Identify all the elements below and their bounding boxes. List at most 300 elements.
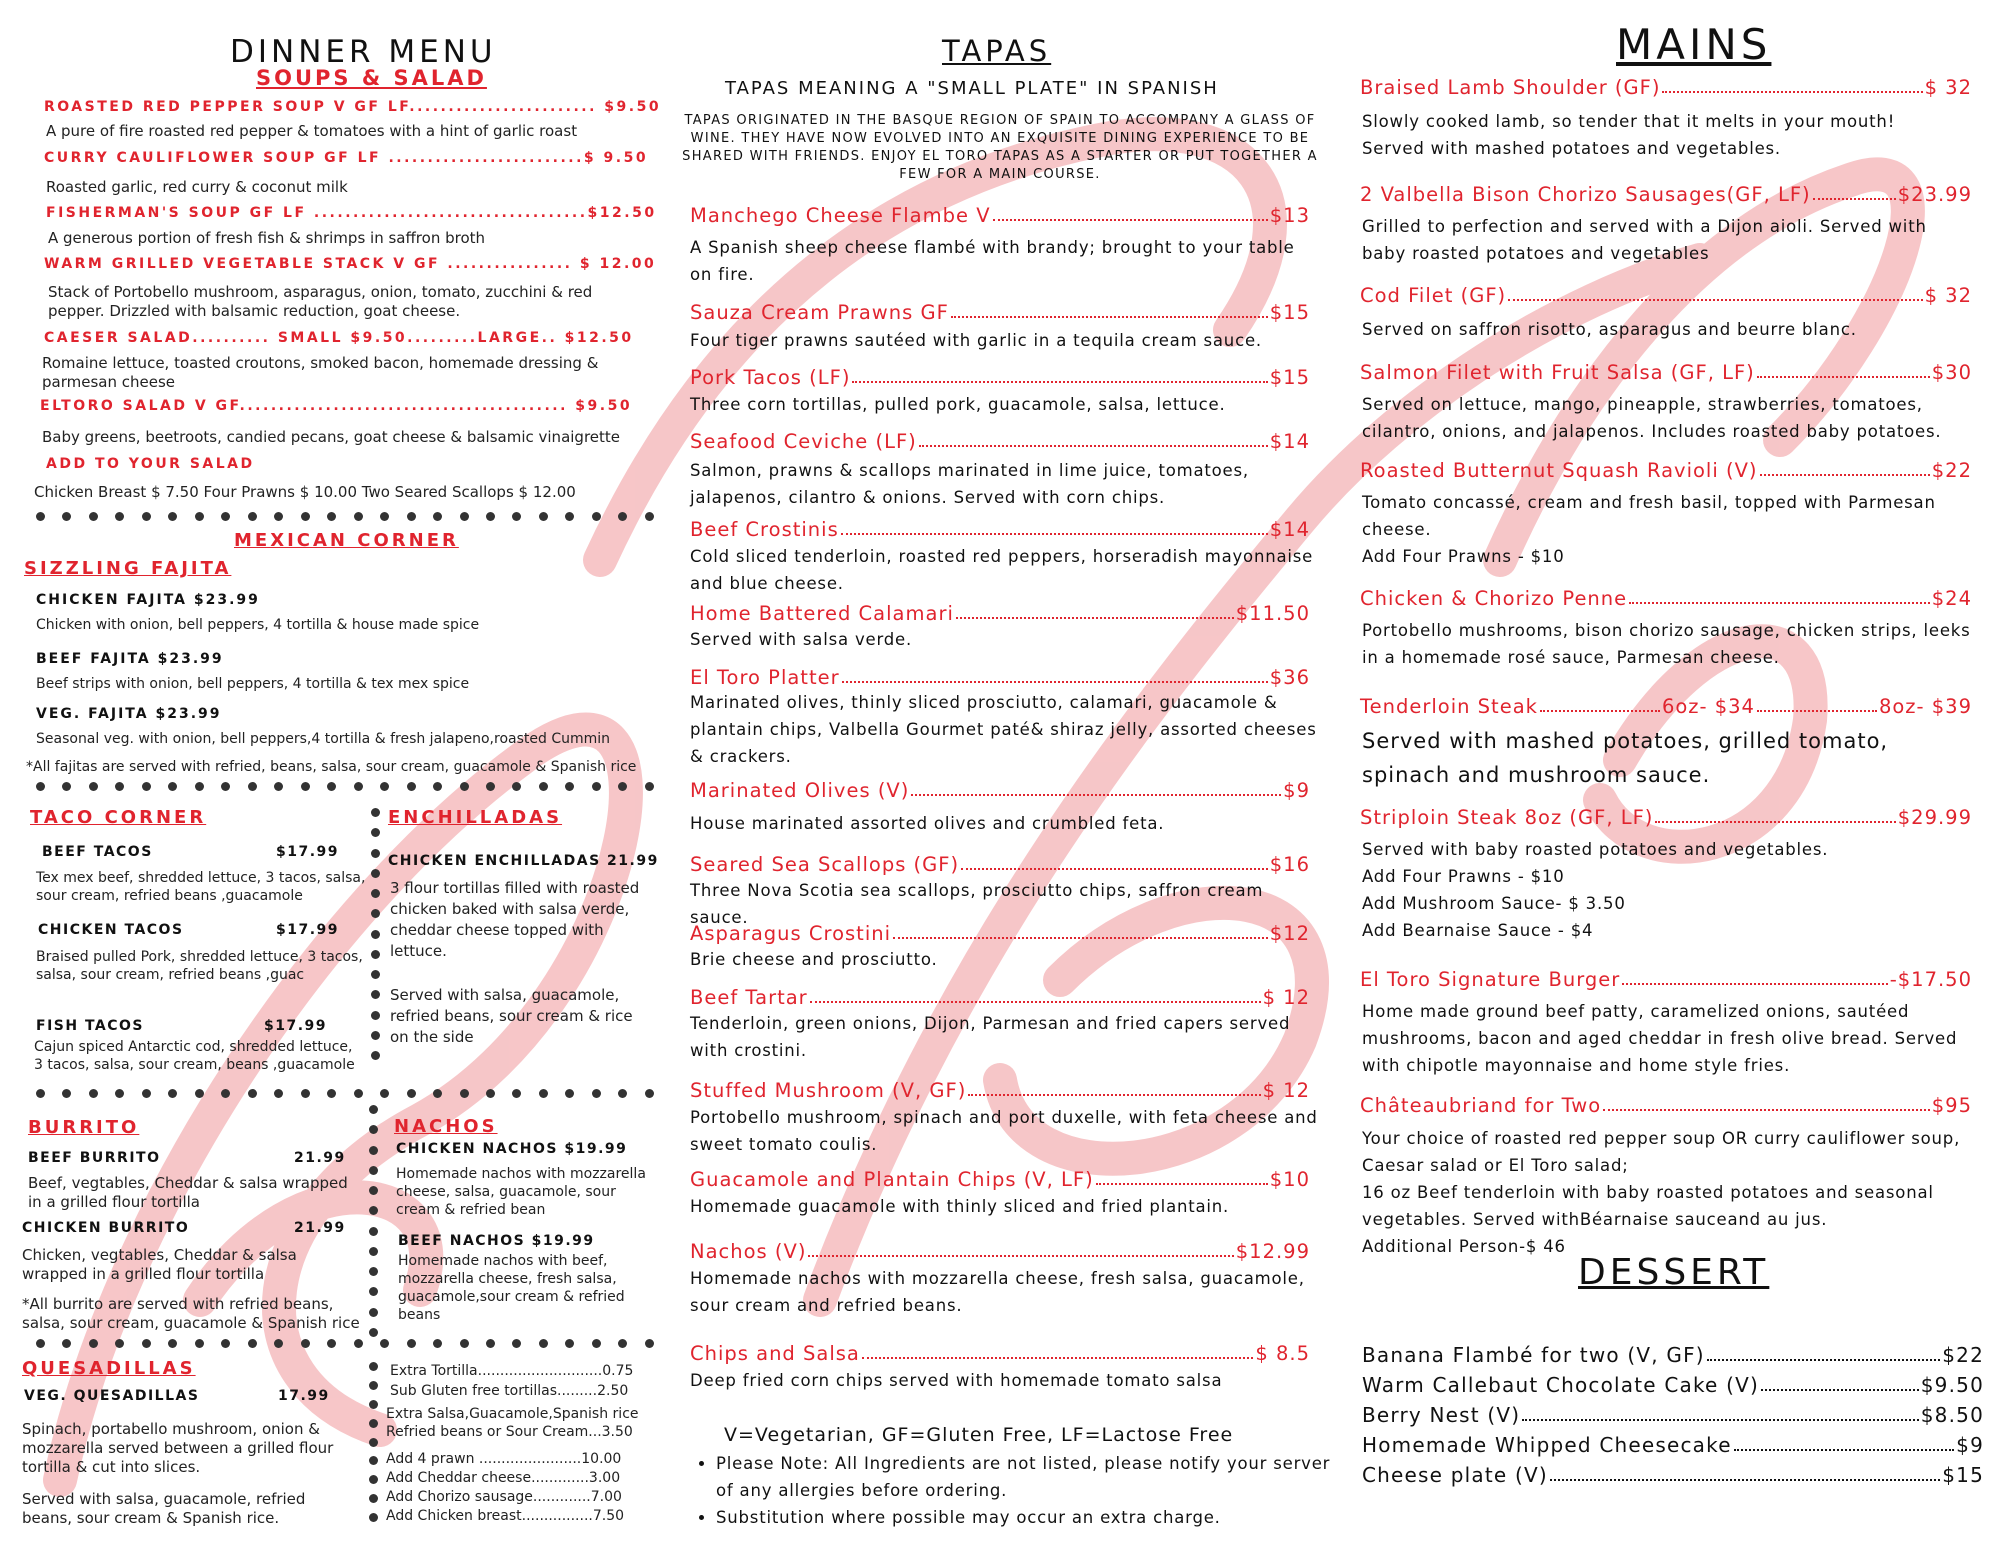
tapas-item-price: $9 xyxy=(1283,779,1310,802)
fajita-desc: Seasonal veg. with onion, bell peppers,4 tortilla & fresh jalapeno,roasted Cummin xyxy=(36,731,611,747)
dessert-item-name: Berry Nest (V) xyxy=(1362,1403,1521,1427)
divider-dot xyxy=(565,782,574,791)
dot-leader xyxy=(842,666,1268,683)
divider-dot xyxy=(512,782,521,791)
fajita-item: CHICKEN FAJITA $23.99 xyxy=(36,592,260,608)
taco-item: CHICKEN TACOS xyxy=(38,922,184,938)
mains-item xyxy=(1360,361,1972,384)
soup-desc: A pure of fire roasted red pepper & tomatoes with a hint of garlic roast xyxy=(46,122,578,140)
dessert-item-name: Banana Flambé for two (V, GF) xyxy=(1362,1343,1705,1367)
divider-dot xyxy=(371,889,380,898)
dot-leader xyxy=(1622,968,1887,985)
divider-dot xyxy=(369,1105,378,1114)
mains-item xyxy=(1360,968,1972,991)
dessert-item-price: $9 xyxy=(1956,1433,1984,1457)
mains-item-desc: Home made ground beef patty, caramelized onions, sautéed mushrooms, bacon and aged cheddar in fresh olive bread. Served with chipotle mayonnaise and home style fries. xyxy=(1362,1002,1958,1075)
tapas-item xyxy=(690,602,1310,625)
mains-item-name: Châteaubriand for Two xyxy=(1360,1094,1602,1117)
divider-dot xyxy=(369,1513,378,1522)
divider-dot xyxy=(36,512,45,521)
divider-dot xyxy=(592,1089,601,1098)
divider-dot xyxy=(115,512,124,521)
dot-leader xyxy=(808,1240,1233,1257)
divider-dot xyxy=(371,970,380,979)
dot-divider xyxy=(36,1336,654,1350)
vertical-dot-divider xyxy=(368,1362,378,1522)
soups-salad-heading: SOUPS & SALAD xyxy=(256,66,487,90)
divider-dot xyxy=(369,1125,378,1134)
mains-item-name: Roasted Butternut Squash Ravioli (V) xyxy=(1360,459,1758,482)
divider-dot xyxy=(645,1339,654,1348)
salad-item: ELTORO SALAD V GF.......................................... $9.50 xyxy=(40,398,633,414)
divider-dot xyxy=(36,782,45,791)
mains-item-price: $ 32 xyxy=(1924,76,1972,99)
dot-leader xyxy=(919,430,1268,447)
dessert-item-price: $9.50 xyxy=(1920,1373,1984,1397)
divider-dot xyxy=(371,849,380,858)
tapas-item-name: Chips and Salsa xyxy=(690,1342,860,1365)
mains-item-name: Cod Filet (GF) xyxy=(1360,284,1507,307)
divider-dot xyxy=(512,512,521,521)
divider-dot xyxy=(36,1339,45,1348)
divider-dot xyxy=(301,782,310,791)
tapas-item-desc: Three Nova Scotia sea scallops, prosciutto chips, saffron cream sauce. xyxy=(690,881,1264,927)
mains-item-desc: Portobello mushrooms, bison chorizo sausage, chicken strips, leeks in a homemade rosé sauce, Parmesan cheese. xyxy=(1362,621,1971,667)
divider-dot xyxy=(142,1089,151,1098)
divider-dot xyxy=(369,1419,378,1428)
addon-line: Extra Tortilla............................0.75 xyxy=(390,1363,634,1379)
dot-leader xyxy=(862,1342,1254,1359)
divider-dot xyxy=(371,828,380,837)
tapas-item xyxy=(690,204,1310,227)
enchilada-desc: 3 flour tortillas filled with roasted chicken baked with salsa verde, cheddar cheese topped with lettuce. xyxy=(390,879,640,960)
dot-leader xyxy=(893,922,1268,939)
add-to-salad-heading: ADD TO YOUR SALAD xyxy=(46,456,255,472)
tapas-item-price: $16 xyxy=(1269,853,1310,876)
divider-dot xyxy=(62,782,71,791)
mains-item-name: Chicken & Chorizo Penne xyxy=(1360,587,1628,610)
dot-leader xyxy=(1813,183,1896,200)
enchiladas-heading: ENCHILLADAS xyxy=(388,807,563,828)
dot-divider xyxy=(36,509,654,523)
mains-item xyxy=(1360,76,1972,99)
tapas-item-price: $14 xyxy=(1269,518,1310,541)
divider-dot xyxy=(407,1339,416,1348)
dot-leader xyxy=(1603,1094,1930,1111)
burrito-price: 21.99 xyxy=(294,1220,346,1236)
mains-item-desc: Served on lettuce, mango, pineapple, strawberries, tomatoes, cilantro, onions, and jalapenos. Includes roasted baby potatoes. xyxy=(1362,395,1942,441)
enchilada-served: Served with salsa, guacamole, refried beans, sour cream & rice on the side xyxy=(390,986,633,1046)
divider-dot xyxy=(248,1339,257,1348)
dessert-item xyxy=(1362,1343,1984,1367)
tapas-item-desc: A Spanish sheep cheese flambé with brandy; brought to your table on fire. xyxy=(690,238,1295,284)
mains-item-name: Salmon Filet with Fruit Salsa (GF, LF) xyxy=(1360,361,1755,384)
divider-dot xyxy=(433,512,442,521)
tapas-item xyxy=(690,1079,1310,1102)
mains-item-desc: Served with mashed potatoes, grilled tomato, spinach and mushroom sauce. xyxy=(1362,729,1889,787)
mains-item xyxy=(1360,587,1972,610)
divider-dot xyxy=(221,512,230,521)
mexican-corner-heading: MEXICAN CORNER xyxy=(234,530,459,551)
addon-line: Add Cheddar cheese.............3.00 xyxy=(386,1470,621,1486)
fajita-item: BEEF FAJITA $23.99 xyxy=(36,651,224,667)
tapas-item-name: Manchego Cheese Flambe V xyxy=(690,204,991,227)
divider-dot xyxy=(371,808,380,817)
divider-dot xyxy=(486,1089,495,1098)
taco-desc: Tex mex beef, shredded lettuce, 3 tacos, salsa, sour cream, refried beans ,guacamole xyxy=(36,870,366,904)
mains-item-desc: Served with baby roasted potatoes and vegetables. Add Four Prawns - $10 Add Mushroom Sauce- $ 3.50 Add Bearnaise Sauce - $4 xyxy=(1362,840,1829,940)
divider-dot xyxy=(115,1339,124,1348)
tapas-item-price: $12 xyxy=(1269,922,1310,945)
dot-leader xyxy=(1757,361,1930,378)
divider-dot xyxy=(460,1089,469,1098)
burrito-price: 21.99 xyxy=(294,1150,346,1166)
tapas-item xyxy=(690,1240,1310,1263)
taco-item: BEEF TACOS xyxy=(42,844,153,860)
add-to-salad-line: Chicken Breast $ 7.50 Four Prawns $ 10.00 Two Seared Scallops $ 12.00 xyxy=(34,483,576,501)
quesadilla-item: VEG. QUESADILLAS xyxy=(24,1388,200,1404)
addon-line: Refried beans or Sour Cream...3.50 xyxy=(386,1424,633,1440)
tapas-item-name: Home Battered Calamari xyxy=(690,602,954,625)
fajita-item: VEG. FAJITA $23.99 xyxy=(36,706,222,722)
dessert-item-price: $8.50 xyxy=(1920,1403,1984,1427)
divider-dot xyxy=(248,1089,257,1098)
salad-desc: Romaine lettuce, toasted croutons, smoked bacon, homemade dressing & parmesan cheese xyxy=(42,354,599,391)
divider-dot xyxy=(369,1247,378,1256)
dot-leader xyxy=(951,301,1268,318)
divider-dot xyxy=(369,1206,378,1215)
tapas-item-price: $ 12 xyxy=(1262,986,1310,1009)
mains-item-price: $23.99 xyxy=(1897,183,1972,206)
salad-item: CAESER SALAD.......... SMALL $9.50.........LARGE.. $12.50 xyxy=(44,330,634,346)
divider-dot xyxy=(371,1051,380,1060)
divider-dot xyxy=(369,1438,378,1447)
divider-dot xyxy=(89,1339,98,1348)
dot-leader xyxy=(1550,1463,1940,1481)
divider-dot xyxy=(168,1089,177,1098)
tapas-item-name: Guacamole and Plantain Chips (V, LF) xyxy=(690,1168,1094,1191)
taco-price: $17.99 xyxy=(276,922,340,938)
tapas-item-desc: Salmon, prawns & scallops marinated in lime juice, tomatoes, jalapenos, cilantro & onions. Served with corn chips. xyxy=(690,461,1249,507)
tapas-item-price: $12.99 xyxy=(1235,1240,1310,1263)
tapas-item xyxy=(690,430,1310,453)
dot-leader xyxy=(1757,695,1877,712)
divider-dot xyxy=(168,512,177,521)
divider-dot xyxy=(274,1339,283,1348)
divider-dot xyxy=(354,782,363,791)
nachos-desc: Homemade nachos with beef, mozzarella cheese, fresh salsa, guacamole,sour cream & refried beans xyxy=(398,1253,625,1323)
mains-item xyxy=(1360,695,1972,718)
divider-dot xyxy=(369,1166,378,1175)
divider-dot xyxy=(380,782,389,791)
fajita-note: *All fajitas are served with refried, beans, salsa, sour cream, guacamole & Spanish rice xyxy=(26,759,637,775)
dot-leader xyxy=(1540,695,1660,712)
dot-leader xyxy=(968,1079,1260,1096)
divider-dot xyxy=(89,1089,98,1098)
divider-dot xyxy=(460,782,469,791)
divider-dot xyxy=(565,1339,574,1348)
dessert-item-name: Cheese plate (V) xyxy=(1362,1463,1548,1487)
divider-dot xyxy=(645,1089,654,1098)
tapas-item-price: $10 xyxy=(1269,1168,1310,1191)
dot-leader xyxy=(1761,1373,1919,1391)
mains-item-desc: Slowly cooked lamb, so tender that it melts in your mouth! Served with mashed potatoes and vegetables. xyxy=(1362,112,1896,158)
divider-dot xyxy=(407,512,416,521)
vertical-dot-divider xyxy=(368,1105,378,1337)
dot-leader xyxy=(1760,459,1930,476)
tapas-item-desc: Tenderloin, green onions, Dijon, Parmesan and fried capers served with crostini. xyxy=(690,1014,1291,1060)
divider-dot xyxy=(539,782,548,791)
dot-leader xyxy=(1707,1343,1940,1361)
quesadilla-desc: Spinach, portabello mushroom, onion & mozzarella served between a grilled flour tortilla & cut into slices. xyxy=(22,1420,334,1476)
tapas-item-name: Seafood Ceviche (LF) xyxy=(690,430,917,453)
addon-line: Sub Gluten free tortillas.........2.50 xyxy=(390,1383,629,1399)
mains-item-name: Braised Lamb Shoulder (GF) xyxy=(1360,76,1661,99)
divider-dot xyxy=(371,909,380,918)
taco-desc: Cajun spiced Antarctic cod, shredded lettuce, 3 tacos, salsa, sour cream, beans ,guacamole xyxy=(34,1039,355,1073)
tapas-item-name: Nachos (V) xyxy=(690,1240,807,1263)
dot-leader xyxy=(1508,284,1922,301)
divider-dot xyxy=(539,1339,548,1348)
tapas-item xyxy=(690,1168,1310,1191)
dot-leader xyxy=(1629,587,1930,604)
nachos-item: BEEF NACHOS $19.99 xyxy=(398,1233,595,1249)
divider-dot xyxy=(274,512,283,521)
tapas-item-price: $14 xyxy=(1269,430,1310,453)
tapas-item-desc: House marinated assorted olives and crumbled feta. xyxy=(690,814,1165,833)
divider-dot xyxy=(618,1339,627,1348)
divider-dot xyxy=(115,1089,124,1098)
mains-item-desc: Grilled to perfection and served with a Dijon aioli. Served with baby roasted potatoes and vegetables xyxy=(1362,217,1927,263)
allergy-notes xyxy=(688,1450,1336,1531)
vertical-dot-divider xyxy=(370,808,380,1060)
divider-dot xyxy=(36,1089,45,1098)
dinner-menu-title: DINNER MENU xyxy=(230,34,497,70)
divider-dot xyxy=(62,512,71,521)
soup-desc: Stack of Portobello mushroom, asparagus, onion, tomato, zucchini & red pepper. Drizzled with balsamic reduction, goat cheese. xyxy=(48,283,593,320)
tapas-item-desc: Deep fried corn chips served with homemade tomato salsa xyxy=(690,1371,1223,1390)
dot-leader xyxy=(1096,1168,1268,1185)
quesadilla-price: 17.99 xyxy=(278,1388,330,1404)
fajita-desc: Chicken with onion, bell peppers, 4 tortilla & house made spice xyxy=(36,617,480,633)
mains-item-price: 8oz- $39 xyxy=(1878,695,1972,718)
mains-item-name: 2 Valbella Bison Chorizo Sausages(GF, LF) xyxy=(1360,183,1811,206)
tapas-item-price: $13 xyxy=(1269,204,1310,227)
divider-dot xyxy=(327,782,336,791)
soup-desc: Roasted garlic, red curry & coconut milk xyxy=(46,178,348,196)
taco-corner-heading: TACO CORNER xyxy=(30,807,207,828)
divider-dot xyxy=(369,1308,378,1317)
divider-dot xyxy=(565,512,574,521)
divider-dot xyxy=(221,782,230,791)
divider-dot xyxy=(433,1089,442,1098)
dessert-item xyxy=(1362,1433,1984,1457)
enchilada-item: CHICKEN ENCHILLADAS 21.99 xyxy=(388,853,659,869)
divider-dot xyxy=(512,1339,521,1348)
mains-item-mid-price: 6oz- $34 xyxy=(1661,695,1755,718)
note-item: • Substitution where possible may occur an extra charge. xyxy=(716,1504,1336,1531)
mains-title: MAINS xyxy=(1616,20,1772,69)
mains-item-desc: Tomato concassé, cream and fresh basil, topped with Parmesan cheese. Add Four Prawns - $10 xyxy=(1362,493,1936,566)
nachos-desc: Homemade nachos with mozzarella cheese, salsa, guacamole, sour cream & refried bean xyxy=(396,1166,646,1218)
mains-item-price: $24 xyxy=(1931,587,1972,610)
divider-dot xyxy=(89,782,98,791)
divider-dot xyxy=(460,1339,469,1348)
salad-desc: Baby greens, beetroots, candied pecans, goat cheese & balsamic vinaigrette xyxy=(42,428,621,446)
dot-leader xyxy=(911,779,1281,796)
divider-dot xyxy=(301,1339,310,1348)
divider-dot xyxy=(369,1267,378,1276)
divider-dot xyxy=(371,990,380,999)
dot-leader xyxy=(841,518,1268,535)
dot-leader xyxy=(852,366,1267,383)
taco-price: $17.99 xyxy=(264,1018,328,1034)
addon-line: Add 4 prawn .......................10.00 xyxy=(386,1451,622,1467)
tapas-item-name: Beef Crostinis xyxy=(690,518,839,541)
divider-dot xyxy=(565,1089,574,1098)
divider-dot xyxy=(369,1287,378,1296)
divider-dot xyxy=(592,1339,601,1348)
tapas-item-name: Beef Tartar xyxy=(690,986,808,1009)
soup-desc: A generous portion of fresh fish & shrimps in saffron broth xyxy=(48,229,486,247)
tapas-item-name: Stuffed Mushroom (V, GF) xyxy=(690,1079,967,1102)
taco-price: $17.99 xyxy=(276,844,340,860)
addon-line: Add Chorizo sausage.............7.00 xyxy=(386,1489,622,1505)
divider-dot xyxy=(369,1475,378,1484)
soup-item: CURRY CAULIFLOWER SOUP GF LF .........................$ 9.50 xyxy=(44,150,649,166)
mains-item xyxy=(1360,1094,1972,1117)
divider-dot xyxy=(371,869,380,878)
divider-dot xyxy=(274,782,283,791)
dietary-legend: V=Vegetarian, GF=Gluten Free, LF=Lactose Free xyxy=(724,1424,1234,1446)
divider-dot xyxy=(221,1089,230,1098)
divider-dot xyxy=(221,1339,230,1348)
mains-item-desc: Served on saffron risotto, asparagus and beurre blanc. xyxy=(1362,320,1857,339)
divider-dot xyxy=(433,782,442,791)
mains-item-price: $ 32 xyxy=(1924,284,1972,307)
tapas-item-desc: Homemade nachos with mozzarella cheese, fresh salsa, guacamole, sour cream and refried beans. xyxy=(690,1269,1305,1315)
dessert-item-price: $15 xyxy=(1942,1463,1984,1487)
tapas-item-desc: Served with salsa verde. xyxy=(690,630,913,649)
burrito-desc: Beef, vegtables, Cheddar & salsa wrapped in a grilled flour tortilla xyxy=(28,1174,348,1211)
divider-dot xyxy=(195,782,204,791)
tapas-item-desc: Brie cheese and prosciutto. xyxy=(690,950,938,969)
dot-leader xyxy=(961,853,1268,870)
divider-dot xyxy=(369,1494,378,1503)
divider-dot xyxy=(407,782,416,791)
dessert-item xyxy=(1362,1373,1984,1397)
fajita-desc: Beef strips with onion, bell peppers, 4 tortilla & tex mex spice xyxy=(36,676,470,692)
tapas-item xyxy=(690,779,1310,802)
divider-dot xyxy=(486,512,495,521)
dessert-item xyxy=(1362,1463,1984,1487)
divider-dot xyxy=(369,1186,378,1195)
tapas-item-desc: Three corn tortillas, pulled pork, guacamole, salsa, lettuce. xyxy=(690,395,1226,414)
tapas-item-price: $ 12 xyxy=(1262,1079,1310,1102)
addon-line: Add Chicken breast................7.50 xyxy=(386,1508,625,1524)
divider-dot xyxy=(618,512,627,521)
divider-dot xyxy=(371,930,380,939)
soup-item: WARM GRILLED VEGETABLE STACK V GF ................ $ 12.00 xyxy=(44,256,657,272)
dot-leader xyxy=(1655,806,1895,823)
divider-dot xyxy=(369,1227,378,1236)
divider-dot xyxy=(62,1089,71,1098)
burrito-note: *All burrito are served with refried beans, salsa, sour cream, guacamole & Spanish rice xyxy=(22,1295,360,1332)
burrito-item: CHICKEN BURRITO xyxy=(22,1220,190,1236)
divider-dot xyxy=(62,1339,71,1348)
tapas-item-name: Pork Tacos (LF) xyxy=(690,366,851,389)
divider-dot xyxy=(369,1146,378,1155)
tapas-item-name: El Toro Platter xyxy=(690,666,840,689)
dessert-title: DESSERT xyxy=(1578,1252,1770,1293)
divider-dot xyxy=(168,782,177,791)
tapas-item xyxy=(690,922,1310,945)
dot-divider xyxy=(36,1086,654,1100)
divider-dot xyxy=(645,512,654,521)
divider-dot xyxy=(274,1089,283,1098)
quesadilla-served: Served with salsa, guacamole, refried beans, sour cream & Spanish rice. xyxy=(22,1490,306,1527)
tapas-subtitle: TAPAS MEANING A "SMALL PLATE" IN SPANISH xyxy=(725,78,1219,99)
divider-dot xyxy=(645,782,654,791)
soup-item: FISHERMAN'S SOUP GF LF ...................................$12.50 xyxy=(46,205,657,221)
tapas-item-name: Seared Sea Scallops (GF) xyxy=(690,853,960,876)
tapas-item-name: Marinated Olives (V) xyxy=(690,779,910,802)
nachos-item: CHICKEN NACHOS $19.99 xyxy=(396,1141,628,1157)
tapas-item-name: Asparagus Crostini xyxy=(690,922,892,945)
sizzling-fajita-heading: SIZZLING FAJITA xyxy=(24,558,232,579)
dot-leader xyxy=(1662,76,1922,93)
mains-item-desc: Your choice of roasted red pepper soup OR curry cauliflower soup, Caesar salad or El Toro salad; 16 oz Beef tenderloin with baby roasted potatoes and seasonal vegetables. Served withBéarnaise sauceand au jus. Additional Person-$ 46 xyxy=(1362,1129,1961,1256)
tapas-item xyxy=(690,666,1310,689)
mains-item-price: $95 xyxy=(1931,1094,1972,1117)
tapas-item-name: Sauza Cream Prawns GF xyxy=(690,301,949,324)
nachos-heading: NACHOS xyxy=(394,1116,498,1137)
mains-item-price: $22 xyxy=(1931,459,1972,482)
mains-item-name: El Toro Signature Burger xyxy=(1360,968,1621,991)
dot-divider xyxy=(36,779,654,793)
divider-dot xyxy=(486,782,495,791)
quesadillas-heading: QUESADILLAS xyxy=(22,1358,196,1379)
mains-item-price: $29.99 xyxy=(1897,806,1972,829)
divider-dot xyxy=(327,1339,336,1348)
divider-dot xyxy=(592,782,601,791)
divider-dot xyxy=(354,512,363,521)
divider-dot xyxy=(195,512,204,521)
tapas-item-desc: Marinated olives, thinly sliced prosciutto, calamari, guacamole & plantain chips, Valbella Gourmet paté& shiraz jelly, assorted cheeses & crackers. xyxy=(690,693,1317,766)
mains-item xyxy=(1360,183,1972,206)
divider-dot xyxy=(327,512,336,521)
divider-dot xyxy=(618,782,627,791)
note-item: • Please Note: All Ingredients are not listed, please notify your server of any allergies before ordering. xyxy=(716,1450,1336,1504)
mains-item-name: Tenderloin Steak xyxy=(1360,695,1538,718)
divider-dot xyxy=(301,512,310,521)
dot-leader xyxy=(956,602,1234,619)
soup-item: ROASTED RED PEPPER SOUP V GF LF........................ $9.50 xyxy=(44,99,662,115)
mains-item xyxy=(1360,806,1972,829)
divider-dot xyxy=(195,1089,204,1098)
divider-dot xyxy=(195,1339,204,1348)
mains-item-name: Striploin Steak 8oz (GF, LF) xyxy=(1360,806,1654,829)
burrito-item: BEEF BURRITO xyxy=(28,1150,161,1166)
tapas-intro: TAPAS ORIGINATED IN THE BASQUE REGION OF SPAIN TO ACCOMPANY A GLASS OF WINE. THEY HAVE NOW EVOLVED INTO AN EXQUISITE DINING EXPERIENCE TO BE SHARED WITH FRIENDS. ENJOY EL TORO TAPAS AS A STARTER OR PUT TOGETHER A FEW FOR A MAIN COURSE. xyxy=(682,113,1318,182)
mains-item-price: -$17.50 xyxy=(1889,968,1972,991)
tapas-item xyxy=(690,518,1310,541)
divider-dot xyxy=(89,512,98,521)
divider-dot xyxy=(592,512,601,521)
divider-dot xyxy=(142,782,151,791)
divider-dot xyxy=(354,1339,363,1348)
divider-dot xyxy=(618,1089,627,1098)
